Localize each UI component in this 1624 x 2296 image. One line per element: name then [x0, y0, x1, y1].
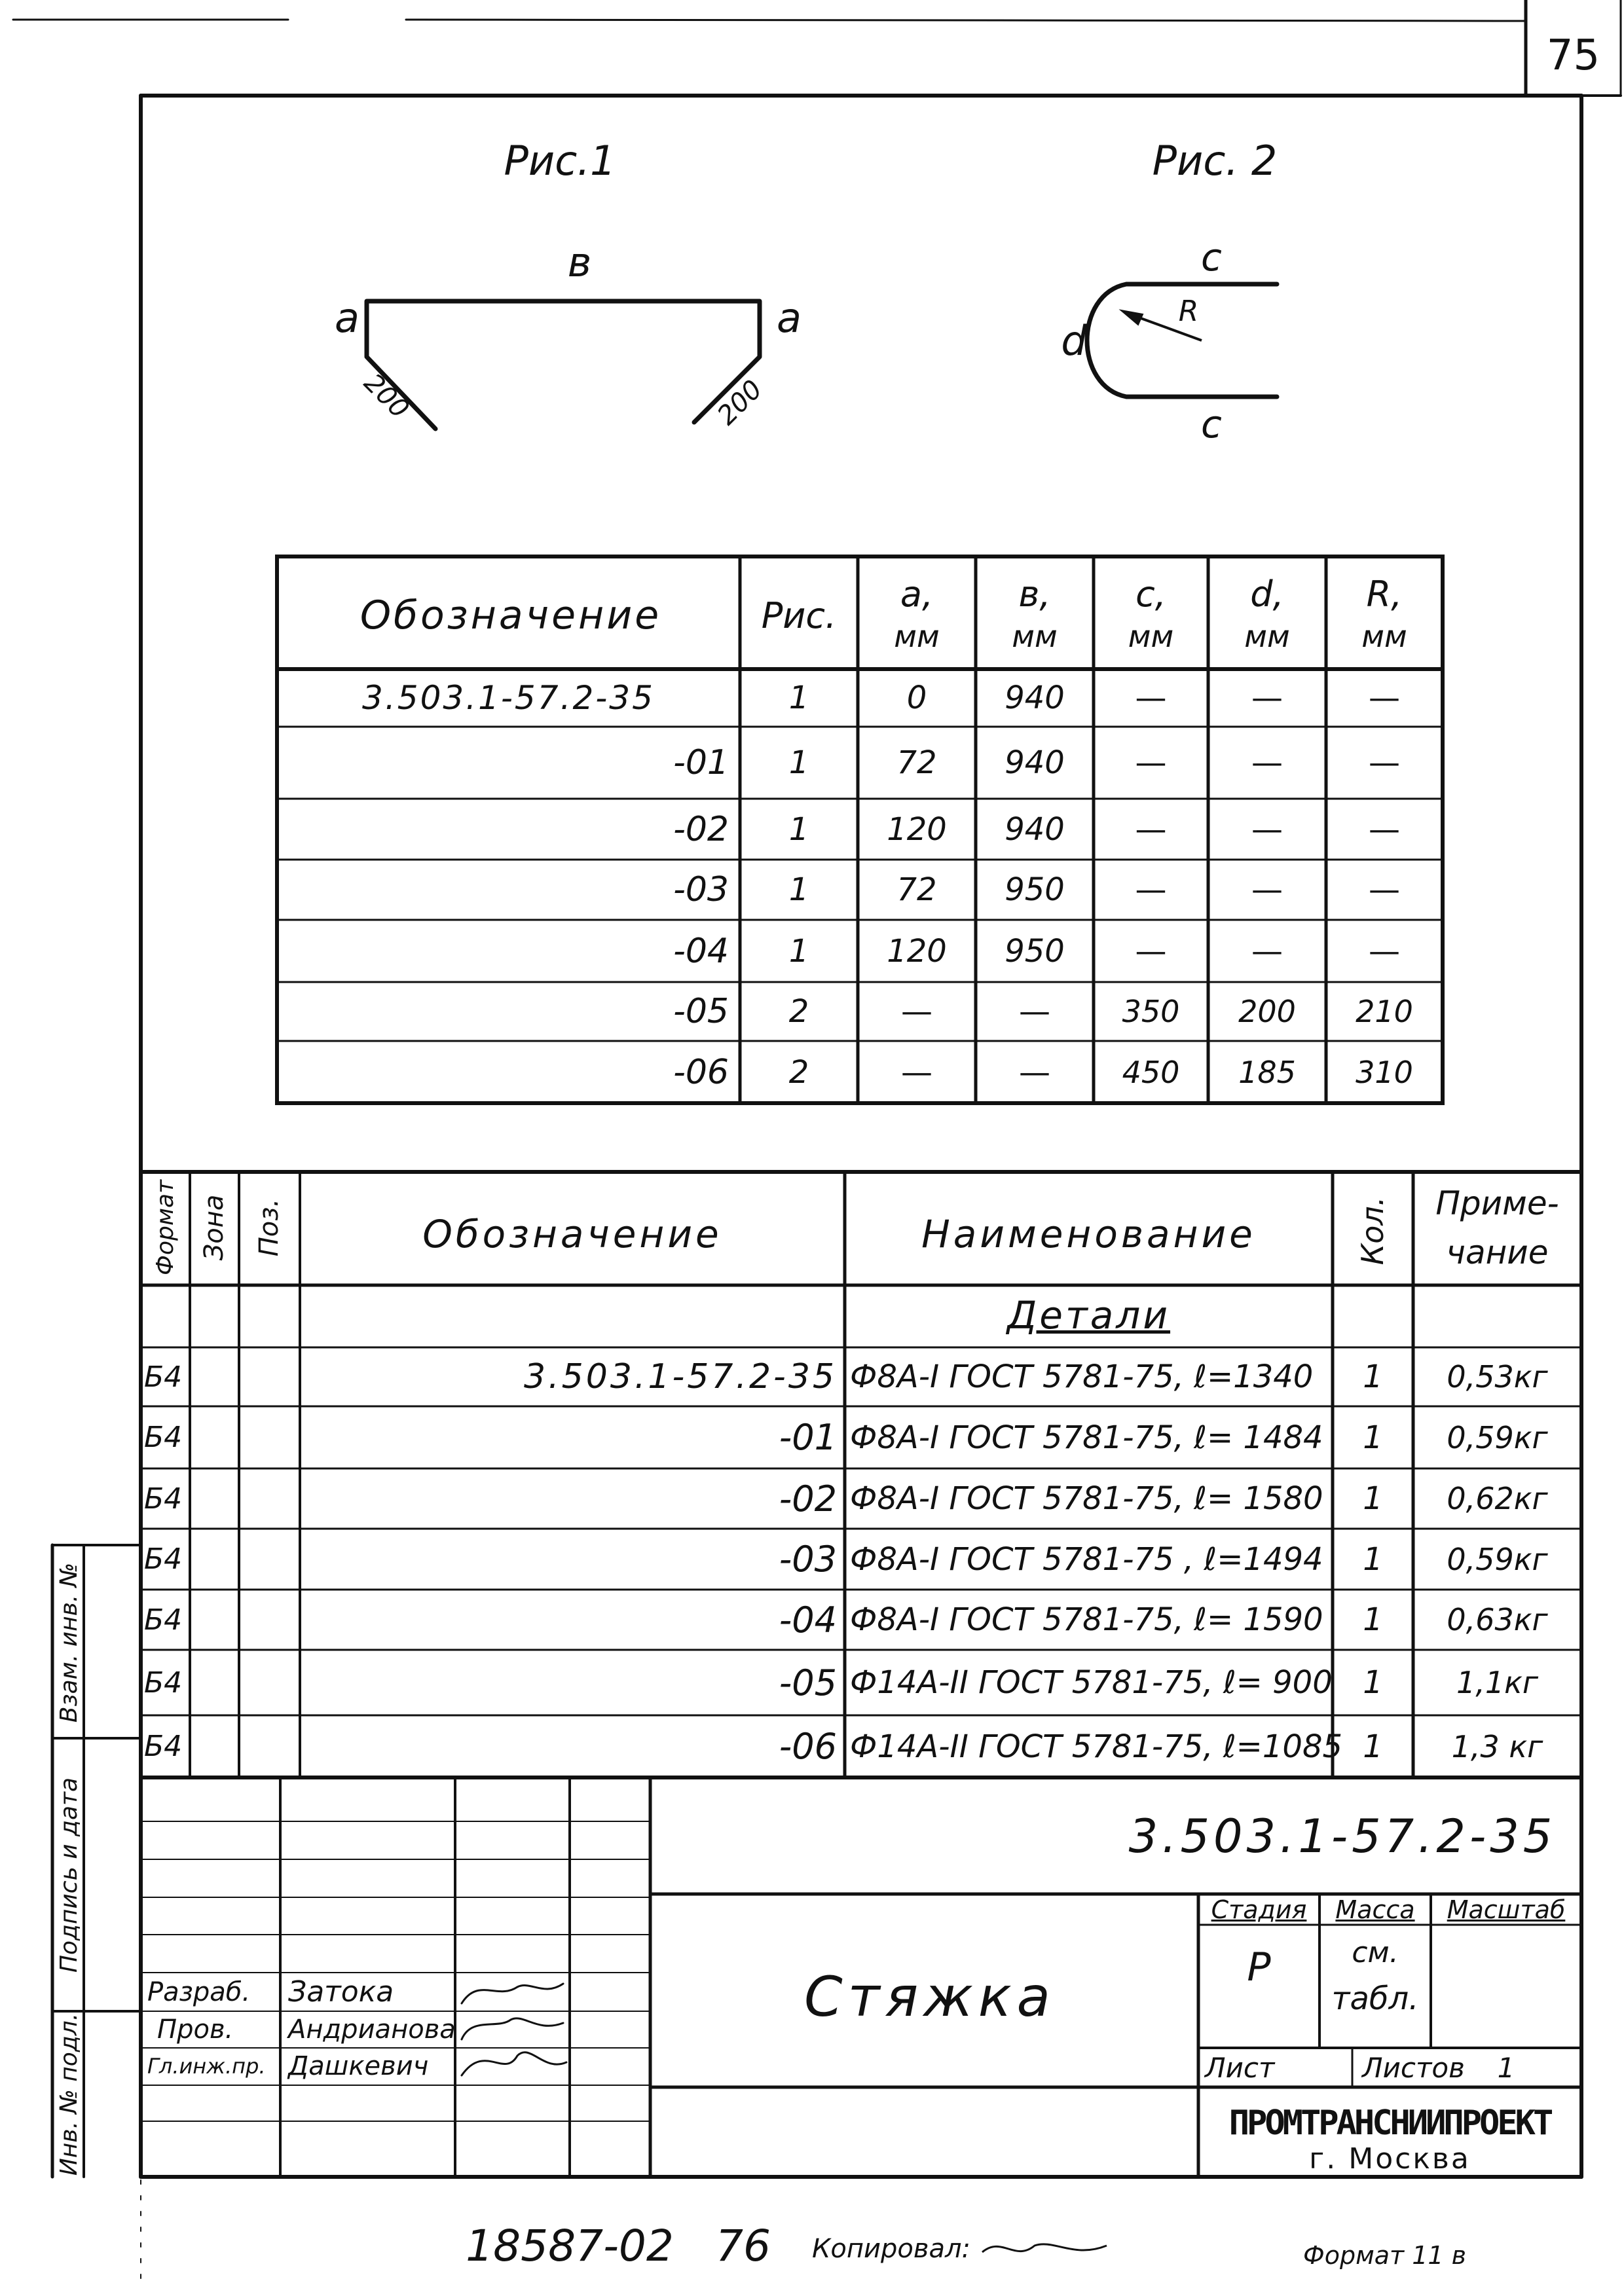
spec-cell-format: Б4 — [144, 1542, 183, 1576]
dim-cell-b: 950 — [1005, 871, 1065, 908]
name-checker: Андрианова — [288, 2014, 456, 2045]
sheet-number: 75 — [1546, 31, 1600, 80]
figure-1-label-a-left: a — [335, 293, 360, 342]
spec-cell-qty: 1 — [1363, 1480, 1383, 1517]
dim-cell-b: 940 — [1005, 744, 1065, 781]
sheets-label: Листов — [1362, 2051, 1465, 2084]
spec-cell-qty: 1 — [1363, 1601, 1383, 1638]
dim-cell-a: 120 — [887, 811, 947, 848]
spec-cell-note: 0,59кг — [1447, 1541, 1548, 1577]
role-chief-engineer: Гл.инж.пр. — [147, 2053, 266, 2079]
dim-cell-fig: 1 — [788, 811, 809, 848]
dim-header-a — [858, 563, 976, 668]
dim-header-c-unit: мм — [1128, 619, 1174, 654]
dim-cell-fig: 2 — [788, 1053, 809, 1091]
dim-cell-designation: -01 — [673, 743, 729, 782]
spec-cell-format: Б4 — [144, 1421, 183, 1454]
dim-cell-a: — — [901, 1053, 932, 1091]
dim-cell-r: 310 — [1356, 1054, 1413, 1090]
dim-cell-a: 120 — [887, 932, 947, 970]
dim-header-fig: Рис. — [761, 594, 837, 636]
spec-cell-name: Ф14А-II ГОСТ 5781-75, ℓ=1085 — [850, 1728, 1343, 1765]
spec-cell-format: Б4 — [144, 1482, 183, 1516]
spec-header-note-line1: Приме- — [1435, 1184, 1559, 1222]
spec-header-pos: Поз. — [254, 1198, 284, 1257]
dim-cell-r: 210 — [1356, 994, 1413, 1029]
dim-cell-c: 350 — [1122, 994, 1180, 1029]
spec-table-row — [141, 1715, 1581, 1777]
spec-cell-note: 0,63кг — [1447, 1602, 1548, 1637]
drawing-title: Стяжка — [804, 1965, 1056, 2029]
dim-cell-d: — — [1251, 871, 1283, 908]
org-city: г. Москва — [1309, 2142, 1471, 2176]
dim-cell-fig: 2 — [788, 993, 809, 1030]
dim-cell-d: — — [1251, 744, 1283, 781]
dim-cell-a: 72 — [896, 871, 937, 908]
spec-cell-note: 1,1кг — [1456, 1665, 1539, 1700]
spec-cell-qty: 1 — [1363, 1664, 1383, 1701]
spec-section-title: Детали — [1006, 1293, 1171, 1338]
mass-value-line1: см. — [1352, 1936, 1399, 1969]
stage-label: Стадия — [1211, 1895, 1307, 1924]
dim-header-b — [976, 563, 1094, 668]
dim-cell-designation: -06 — [673, 1052, 729, 1092]
dim-cell-r: — — [1369, 744, 1400, 781]
figure-2-title: Рис. 2 — [1152, 136, 1278, 185]
org-name: ПРОМТРАНСНИИПРОЕКТ — [1228, 2103, 1551, 2143]
dim-cell-c: 450 — [1122, 1054, 1180, 1090]
doc-code: 3.503.1-57.2-35 — [1128, 1810, 1557, 1863]
spec-cell-qty: 1 — [1363, 1358, 1383, 1395]
mass-label: Масса — [1335, 1895, 1415, 1924]
spec-header-format: Формат — [151, 1179, 179, 1276]
dim-cell-d: — — [1251, 811, 1283, 848]
spec-cell-designation: 3.503.1-57.2-35 — [524, 1357, 837, 1396]
spec-header-note-line2: чание — [1446, 1233, 1549, 1271]
dim-cell-c: — — [1135, 811, 1167, 848]
side-stamp-replace-inv: Взам. инв. № — [55, 1562, 83, 1723]
figure-1-title: Рис.1 — [504, 136, 616, 185]
signatures — [462, 1984, 566, 2075]
dim-header-d-unit: мм — [1244, 619, 1290, 654]
spec-header-qty: Кол. — [1355, 1196, 1390, 1266]
dim-cell-designation: -05 — [673, 992, 729, 1031]
name-chief-engineer: Дашкевич — [288, 2050, 429, 2081]
role-checker: Пров. — [157, 2014, 234, 2045]
figure-2-label-r: R — [1178, 294, 1199, 328]
dim-cell-designation: -03 — [673, 870, 729, 909]
dim-header-a-unit: мм — [894, 619, 940, 654]
figure-1-label-b: в — [567, 238, 592, 286]
spec-header-name: Наименование — [921, 1212, 1256, 1256]
footer-copied-label: Копировал: — [812, 2234, 971, 2264]
spec-cell-format: Б4 — [144, 1603, 183, 1637]
dim-cell-c: — — [1135, 744, 1167, 781]
spec-cell-qty: 1 — [1363, 1419, 1383, 1456]
spec-cell-name: Ф8А-I ГОСТ 5781-75, ℓ=1340 — [850, 1358, 1314, 1395]
spec-cell-note: 0,62кг — [1447, 1481, 1548, 1516]
spec-cell-designation: -02 — [779, 1478, 837, 1520]
role-developer: Разраб. — [147, 1977, 251, 2007]
mass-value-line2: табл. — [1331, 1980, 1419, 2017]
spec-table-row — [141, 1590, 1581, 1650]
dim-table-row — [277, 860, 1443, 920]
scale-label: Масштаб — [1447, 1895, 1566, 1924]
dim-cell-a: — — [901, 993, 932, 1030]
dim-header-designation: Обозначение — [360, 592, 662, 638]
dim-cell-r: — — [1369, 811, 1400, 848]
spec-cell-qty: 1 — [1363, 1728, 1383, 1765]
dim-table-row — [277, 669, 1443, 727]
dim-cell-fig: 1 — [788, 680, 809, 716]
dim-cell-b: 940 — [1005, 680, 1065, 716]
dim-header-r-unit: мм — [1361, 619, 1407, 654]
figure-2-label-c-top: c — [1201, 234, 1222, 280]
dim-header-d-label: d, — [1250, 574, 1284, 615]
dim-cell-b: 950 — [1005, 932, 1065, 970]
spec-cell-designation: -06 — [779, 1726, 837, 1767]
dim-table-row — [277, 799, 1443, 860]
spec-table-row — [141, 1529, 1581, 1590]
dim-cell-designation: -04 — [673, 931, 729, 971]
dim-header-r-label: R, — [1366, 574, 1403, 615]
dim-cell-fig: 1 — [788, 871, 809, 908]
spec-header-designation: Обозначение — [422, 1212, 722, 1256]
dim-cell-d: 185 — [1238, 1054, 1296, 1090]
stage-value: Р — [1247, 1944, 1271, 1990]
dim-table-row — [277, 920, 1443, 982]
dim-cell-b: — — [1019, 993, 1050, 1030]
dim-cell-b: — — [1019, 1053, 1050, 1091]
spec-cell-note: 0,53кг — [1447, 1359, 1548, 1394]
dim-cell-a: 72 — [896, 744, 937, 781]
spec-cell-name: Ф8А-I ГОСТ 5781-75, ℓ= 1590 — [850, 1601, 1323, 1638]
dim-cell-d: — — [1251, 680, 1283, 716]
dim-cell-c: — — [1135, 871, 1167, 908]
dim-table-row — [277, 1041, 1443, 1103]
dim-cell-c: — — [1135, 932, 1167, 970]
spec-cell-designation: -05 — [779, 1662, 837, 1704]
dim-cell-fig: 1 — [788, 932, 809, 970]
spec-cell-qty: 1 — [1363, 1540, 1383, 1578]
figure-1-dim-right: 200 — [711, 374, 769, 431]
spec-cell-format: Б4 — [144, 1360, 183, 1394]
dim-cell-r: — — [1369, 932, 1400, 970]
dim-cell-fig: 1 — [788, 744, 809, 781]
spec-cell-name: Ф8А-I ГОСТ 5781-75 , ℓ=1494 — [850, 1540, 1323, 1578]
dim-header-a-label: a, — [900, 574, 934, 615]
dim-table-row — [277, 727, 1443, 799]
dim-header-d — [1208, 563, 1326, 668]
dim-cell-a: 0 — [906, 680, 927, 716]
footer-format: Формат 11 в — [1303, 2241, 1467, 2270]
footer-page-ref: 76 — [716, 2220, 771, 2271]
figure-1-shape — [367, 301, 760, 429]
spec-table-row — [141, 1406, 1581, 1468]
spec-cell-name: Ф14А-II ГОСТ 5781-75, ℓ= 900 — [850, 1664, 1333, 1701]
spec-table-row — [141, 1468, 1581, 1529]
figure-1-label-a-right: a — [777, 293, 802, 342]
figure-2-label-d: d — [1061, 316, 1087, 365]
dim-header-b-unit: мм — [1012, 619, 1058, 654]
sheet-label: Лист — [1205, 2051, 1275, 2084]
figure-2-label-c-bottom: c — [1201, 401, 1222, 446]
dim-header-c — [1094, 563, 1208, 668]
dim-cell-r: — — [1369, 680, 1400, 716]
spec-cell-designation: -04 — [779, 1599, 837, 1641]
dim-header-b-label: в, — [1018, 574, 1051, 615]
footer-order-number: 18587-02 — [466, 2220, 674, 2271]
spec-cell-designation: -03 — [779, 1539, 837, 1580]
spec-cell-format: Б4 — [144, 1730, 183, 1763]
side-stamp-inv-no: Инв. № подл. — [55, 2013, 83, 2176]
dim-cell-d: 200 — [1238, 994, 1296, 1029]
dim-cell-b: 940 — [1005, 811, 1065, 848]
spec-cell-note: 0,59кг — [1447, 1419, 1548, 1455]
spec-header-zone: Зона — [199, 1194, 229, 1261]
dim-cell-d: — — [1251, 932, 1283, 970]
spec-cell-name: Ф8А-I ГОСТ 5781-75, ℓ= 1580 — [850, 1480, 1323, 1517]
dim-header-r — [1326, 563, 1443, 668]
dim-cell-r: — — [1369, 871, 1400, 908]
dim-cell-designation: -02 — [673, 809, 729, 849]
spec-table-row — [141, 1347, 1581, 1406]
spec-cell-designation: -01 — [779, 1417, 837, 1458]
spec-table-row — [141, 1650, 1581, 1715]
spec-cell-format: Б4 — [144, 1666, 183, 1700]
figure-1-dim-left: 200 — [358, 367, 415, 425]
spec-cell-name: Ф8А-I ГОСТ 5781-75, ℓ= 1484 — [850, 1419, 1323, 1456]
side-stamp-sign-date: Подпись и дата — [55, 1777, 83, 1973]
dim-header-c-label: c, — [1135, 574, 1166, 615]
dim-cell-designation: 3.503.1-57.2-35 — [362, 679, 655, 717]
sheets-value: 1 — [1497, 2051, 1515, 2084]
spec-cell-note: 1,3 кг — [1451, 1728, 1543, 1764]
dim-cell-c: — — [1135, 680, 1167, 716]
dim-table-row — [277, 982, 1443, 1041]
name-developer: Затока — [288, 1975, 394, 2009]
